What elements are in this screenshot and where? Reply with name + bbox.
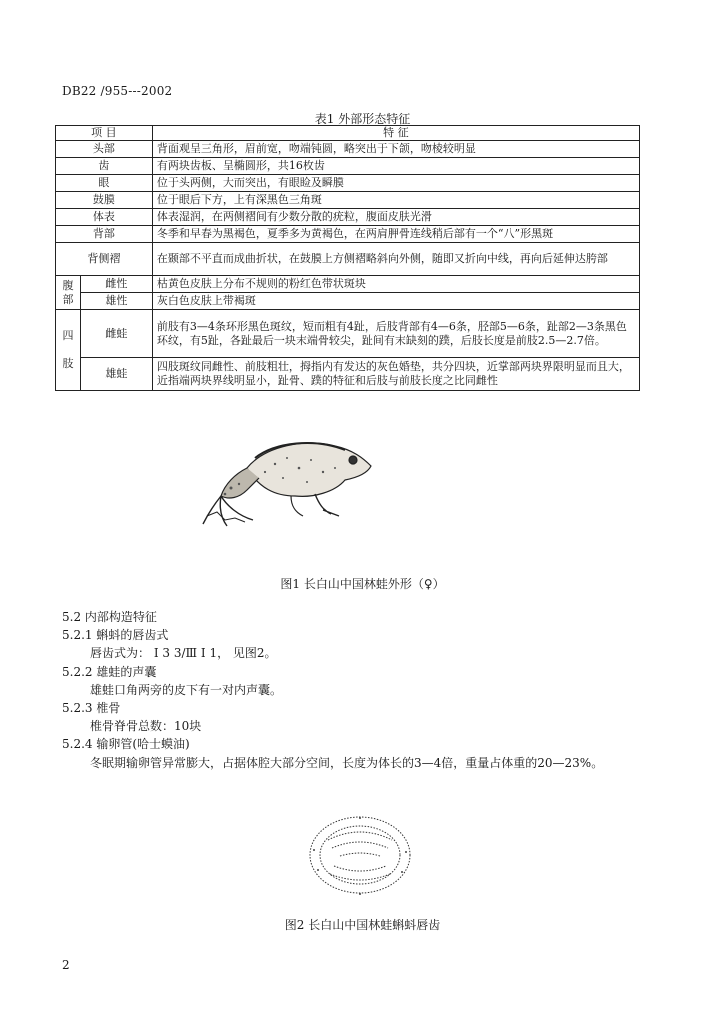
page-number: 2 <box>62 958 70 972</box>
heading-5-2: 5.2 内部构造特征 <box>62 610 157 624</box>
table-row <box>56 310 640 358</box>
paragraph-5-2-3: 椎骨脊骨总数：10块 <box>90 719 202 734</box>
row-item: 体表 <box>56 209 153 226</box>
heading-5-2-2: 5.2.2 雄蛙的声囊 <box>62 664 157 679</box>
row-item: 头部 <box>56 141 153 158</box>
figure2-caption: 图2 长白山中国林蛙蝌蚪唇齿 <box>284 918 441 932</box>
table-row <box>56 192 640 209</box>
row-feature: 冬季和早春为黑褐色，夏季多为黄褐色，在两肩胛骨连线稍后部有一个“八”形黑斑 <box>152 226 639 243</box>
row-item: 眼 <box>56 175 153 192</box>
table-row <box>56 141 640 158</box>
row-feature: 位于眼后下方，上有深黑色三角斑 <box>152 192 639 209</box>
limbs-group-label <box>56 310 81 391</box>
belly-label-b: 部 <box>62 292 74 306</box>
belly-group-label <box>56 276 81 310</box>
limbs-label-a: 四 <box>62 329 74 342</box>
row-feature: 四肢斑纹同雌性、前肢粗壮，拇指内有发达的灰色婚垫，共分四块，近掌部两块界限明显而且大，近指端两块界线明显小，趾骨、蹼的特征和后肢与前肢长度之比同雌性 <box>152 358 639 391</box>
heading-5-2-3: 5.2.3 椎骨 <box>62 701 121 716</box>
document-code: DB22 /955---2002 <box>62 84 173 98</box>
heading-5-2-4: 5.2.4 输卵管(哈士蟆油) <box>62 737 190 752</box>
table-row <box>56 158 640 175</box>
row-item: 鼓膜 <box>56 192 153 209</box>
row-item: 雄蛙 <box>80 358 152 391</box>
limbs-label-b: 肢 <box>62 357 74 370</box>
row-item: 背侧褶 <box>56 243 153 276</box>
heading-5-2-1: 5.2.1 蝌蚪的唇齿式 <box>62 628 169 643</box>
table-row <box>56 175 640 192</box>
section-5-2 <box>62 608 662 772</box>
header-item: 项 目 <box>56 126 153 141</box>
table-row <box>56 226 640 243</box>
table-header-row <box>56 126 640 141</box>
row-feature: 枯黄色皮肤上分布不规则的粉红色带状斑块 <box>152 276 639 293</box>
paragraph-5-2-2: 雄蛙口角两旁的皮下有一对内声囊。 <box>90 682 283 697</box>
table-caption: 表1 外部形态特征 <box>314 112 411 126</box>
row-item: 背部 <box>56 226 153 243</box>
figure1-caption: 图1 长白山中国林蛙外形（♀） <box>280 577 445 591</box>
tadpole-teeth-illustration <box>300 810 420 900</box>
table-row <box>56 209 640 226</box>
row-item: 齿 <box>56 158 153 175</box>
frog-illustration <box>195 428 385 538</box>
row-feature: 有两块齿板、呈椭圆形，共16枚齿 <box>152 158 639 175</box>
row-feature: 前肢有3—4条环形黑色斑纹，短而粗有4趾，后肢背部有4—6条，胫部5—6条，趾部2—3条黑色环纹，有5趾，各趾最后一块末端骨较尖，趾间有末缺刻的蹼，后肢长度是前肢2.5—2.7倍。 <box>152 310 639 358</box>
row-item: 雄性 <box>80 293 152 310</box>
row-item: 雌蛙 <box>80 310 152 358</box>
morphology-table <box>55 125 640 391</box>
paragraph-5-2-1: 唇齿式为： I 3 3/Ⅲ I 1， 见图2。 <box>90 646 277 661</box>
row-item: 雌性 <box>80 276 152 293</box>
belly-label-a: 腹 <box>62 278 74 292</box>
row-feature: 背面观呈三角形，眉前宽，吻端钝圆，略突出于下颌，吻棱较明显 <box>152 141 639 158</box>
row-feature: 灰白色皮肤上带褐斑 <box>152 293 639 310</box>
header-feature: 特 征 <box>152 126 639 141</box>
table-row <box>56 358 640 391</box>
row-feature: 位于头两侧，大而突出，有眼睑及瞬膜 <box>152 175 639 192</box>
table-row <box>56 276 640 293</box>
row-feature: 体表湿润，在两侧褶间有少数分散的疣粒，腹面皮肤光滑 <box>152 209 639 226</box>
row-feature: 在颞部不平直而成曲折状，在鼓膜上方侧褶略斜向外侧，随即又折向中线，再向后延伸达胯部 <box>152 243 639 276</box>
table-row <box>56 243 640 276</box>
paragraph-5-2-4: 冬眠期输卵管异常膨大，占据体腔大部分空间，长度为体长的3—4倍，重量占体重的20—23%。 <box>90 755 604 770</box>
table-row <box>56 293 640 310</box>
